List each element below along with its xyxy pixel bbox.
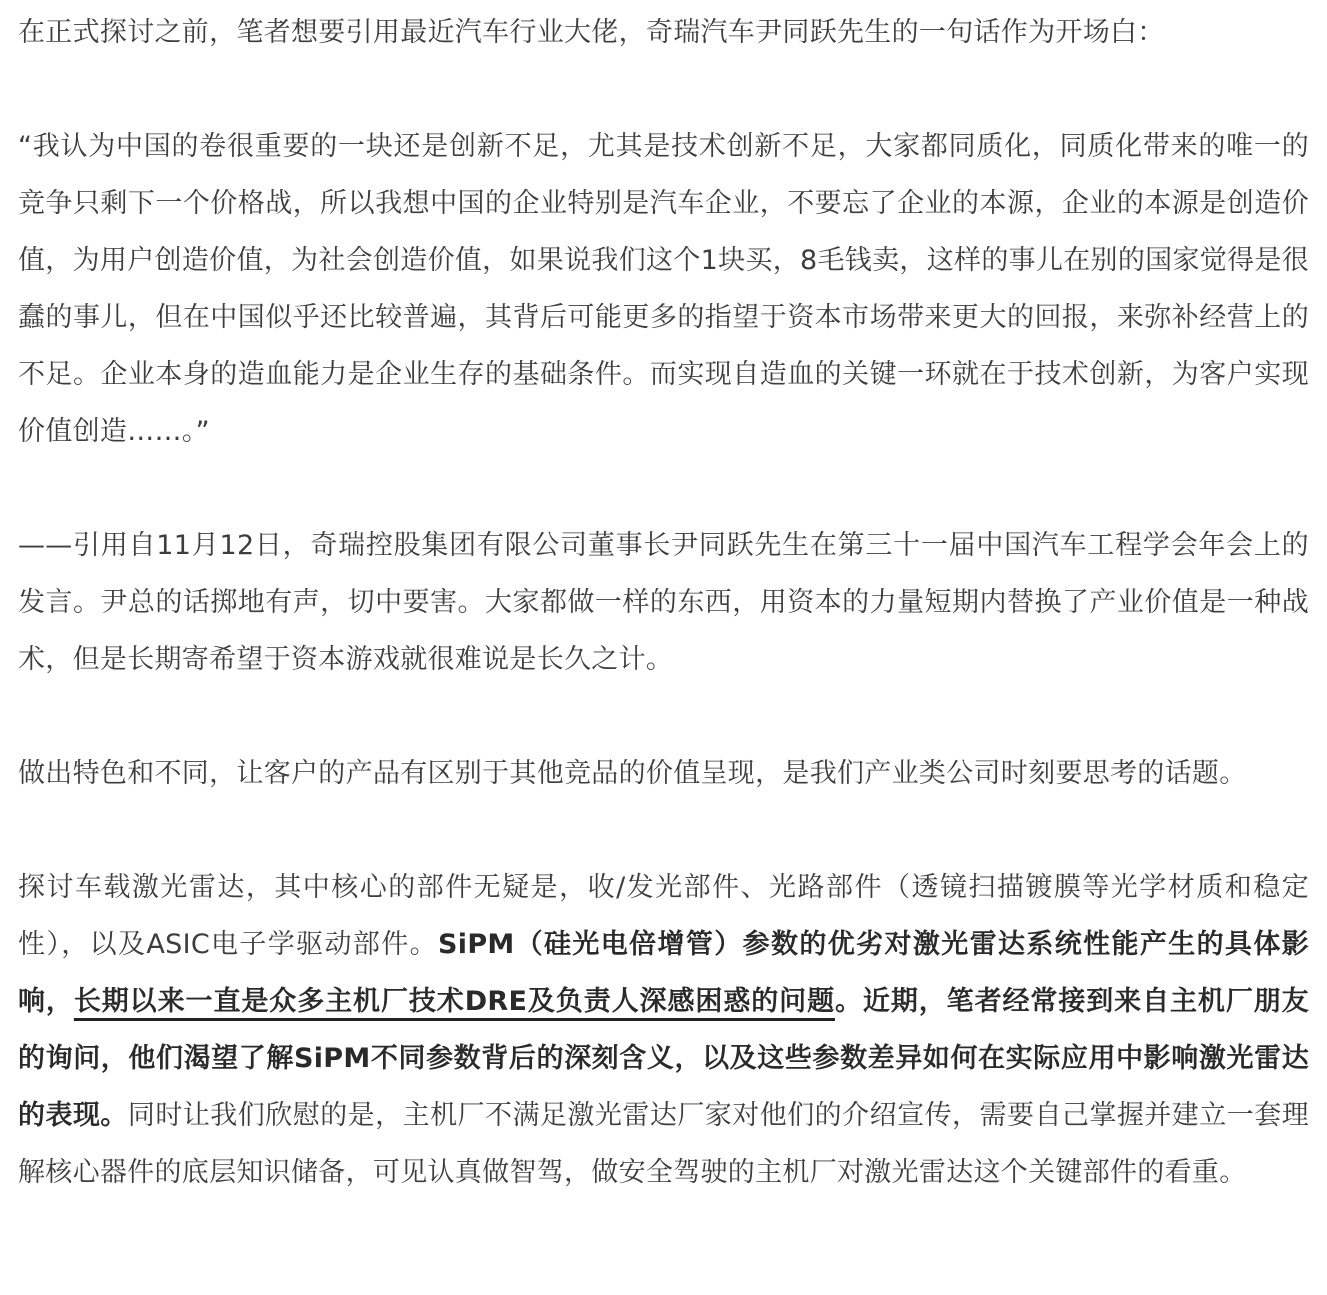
lidar-bold-statement: SiPM（硅光电倍增管）参数的优劣对激光雷达系统性能产生的具体影响，: [18, 929, 1309, 1017]
differentiation-paragraph: 做出特色和不同，让客户的产品有区别于其他竞品的价值呈现，是我们产业类公司时刻要思考的话题。: [18, 758, 1247, 789]
lidar-paragraph: [18, 859, 1309, 1201]
quote-paragraph: “我认为中国的卷很重要的一块还是创新不足，尤其是技术创新不足，大家都同质化，同质化带来的唯一的竞争只剩下一个价格战，所以我想中国的企业特别是汽车企业，不要忘了企业的本源，企业的本源是创造价值，为用户创造价值，为社会创造价值，如果说我们这个1块买，8毛钱卖，这样的事儿在别的国家觉得是很蠢的事儿，但在中国似乎还比较普遍，其背后可能更多的指望于资本市场带来更大的回报，来弥补经营上的不足。企业本身的造血能力是企业生存的基础条件。而实现自造血的关键一环就在于技术创新，为客户实现价值创造……。”: [18, 131, 1309, 447]
lidar-text-intro: 探讨车载激光雷达，其中核心的部件无疑是，收/发光部件、光路部件（透镜扫描镀膜等光学材质和稳定性），以及ASIC电子学驱动部件。: [18, 872, 1309, 960]
lidar-underlined-emphasis: 长期以来一直是众多主机厂技术DRE及负责人深感困惑的问题: [73, 986, 835, 1017]
lidar-text-closing: 同时让我们欣慰的是，主机厂不满足激光雷达厂家对他们的介绍宣传，需要自己掌握并建立一套理解核心器件的底层知识储备，可见认真做智驾，做安全驾驶的主机厂对激光雷达这个关键部件的看重。: [18, 1100, 1309, 1188]
intro-paragraph: 在正式探讨之前，笔者想要引用最近汽车行业大佬，奇瑞汽车尹同跃先生的一句话作为开场白：: [18, 17, 1165, 48]
lidar-bold-followup: 。近期，笔者经常接到来自主机厂朋友的询问，他们渴望了解SiPM不同参数背后的深刻含义，以及这些参数差异如何在实际应用中影响激光雷达的表现。: [18, 986, 1309, 1131]
citation-paragraph: ——引用自11月12日，奇瑞控股集团有限公司董事长尹同跃先生在第三十一届中国汽车工程学会年会上的发言。尹总的话掷地有声，切中要害。大家都做一样的东西，用资本的力量短期内替换了产业价值是一种战术，但是长期寄希望于资本游戏就很难说是长久之计。: [18, 530, 1309, 675]
